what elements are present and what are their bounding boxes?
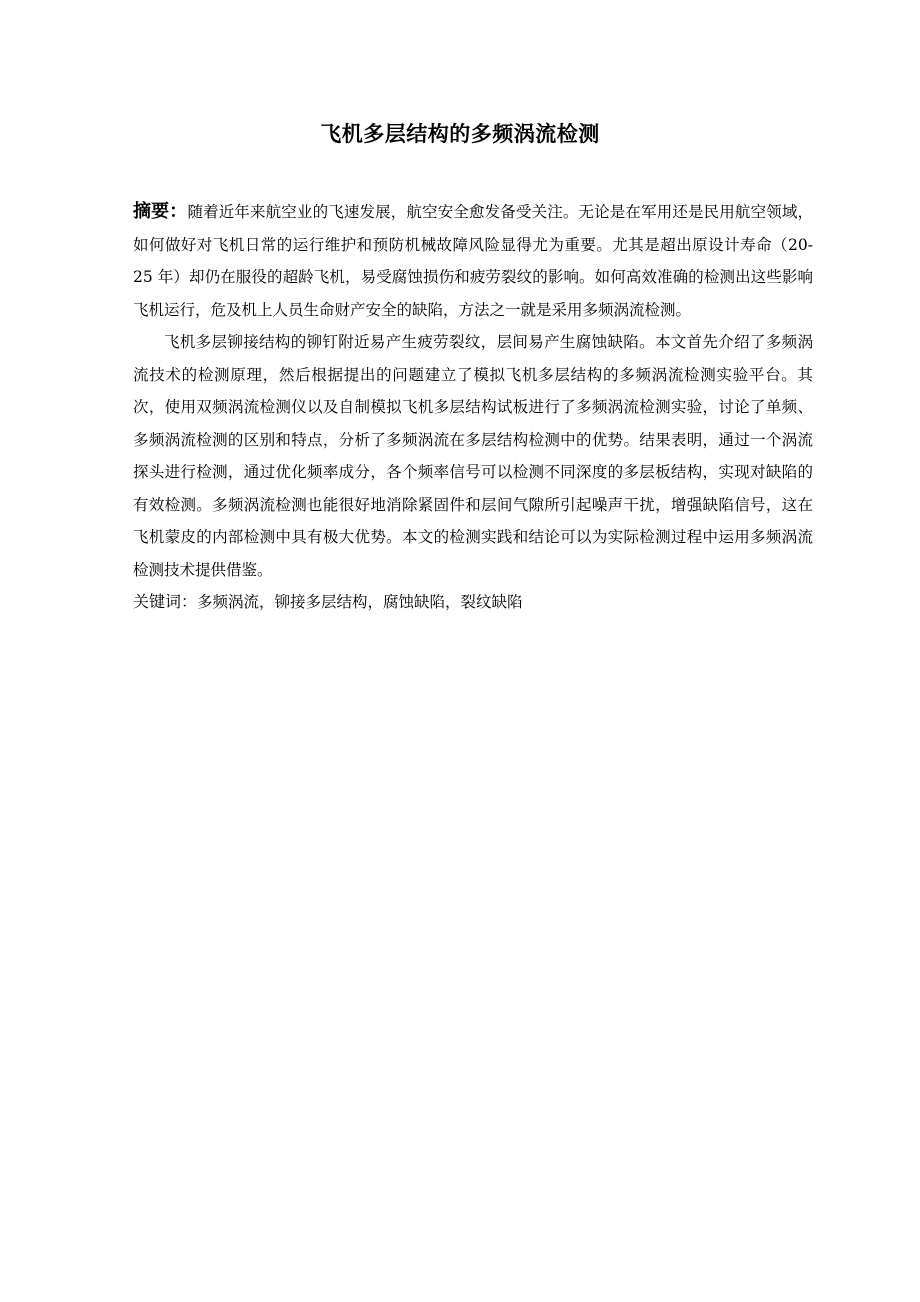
abstract-paragraph-2: 飞机多层铆接结构的铆钉附近易产生疲劳裂纹，层间易产生腐蚀缺陷。本文首先介绍了多频涡流技术的检测原理，然后根据提出的问题建立了模拟飞机多层结构的多频涡流检测实验平台。其次，使用双频涡流检测仪以及自制模拟飞机多层结构试板进行了多频涡流检测实验，讨论了单频、多频涡流检测的区别和特点，分析了多频涡流在多层结构检测中的优势。结果表明，通过一个涡流探头进行检测，通过优化频率成分，各个频率信号可以检测不同深度的多层板结构，实现对缺陷的有效检测。多频涡流检测也能很好地消除紧固件和层间气隙所引起噪声干扰，增强缺陷信号，这在飞机蒙皮的内部检测中具有极大优势。本文的检测实践和结论可以为实际检测过程中运用多频涡流检测技术提供借鉴。 <box>133 333 813 579</box>
keywords-text: 多频涡流，铆接多层结构，腐蚀缺陷，裂纹缺陷 <box>197 593 523 611</box>
abstract-section <box>133 196 813 619</box>
keywords-line <box>133 586 813 619</box>
keywords-label: 关键词： <box>133 592 198 611</box>
document-title: 飞机多层结构的多频涡流检测 <box>320 122 600 146</box>
abstract-label: 摘要： <box>133 201 188 222</box>
abstract-paragraph-1 <box>133 196 813 326</box>
abstract-text-1: 随着近年来航空业的飞速发展，航空安全愈发备受关注。无论是在军用还是民用航空领域，如何做好对飞机日常的运行维护和预防机械故障风险显得尤为重要。尤其是超出原设计寿命（20-25 年）却仍在服役的超龄飞机，易受腐蚀损伤和疲劳裂纹的影响。如何高效准确的检测出这些影响飞机运行，危及机上人员生命财产安全的缺陷，方法之一就是采用多频涡流检测。 <box>133 203 813 319</box>
